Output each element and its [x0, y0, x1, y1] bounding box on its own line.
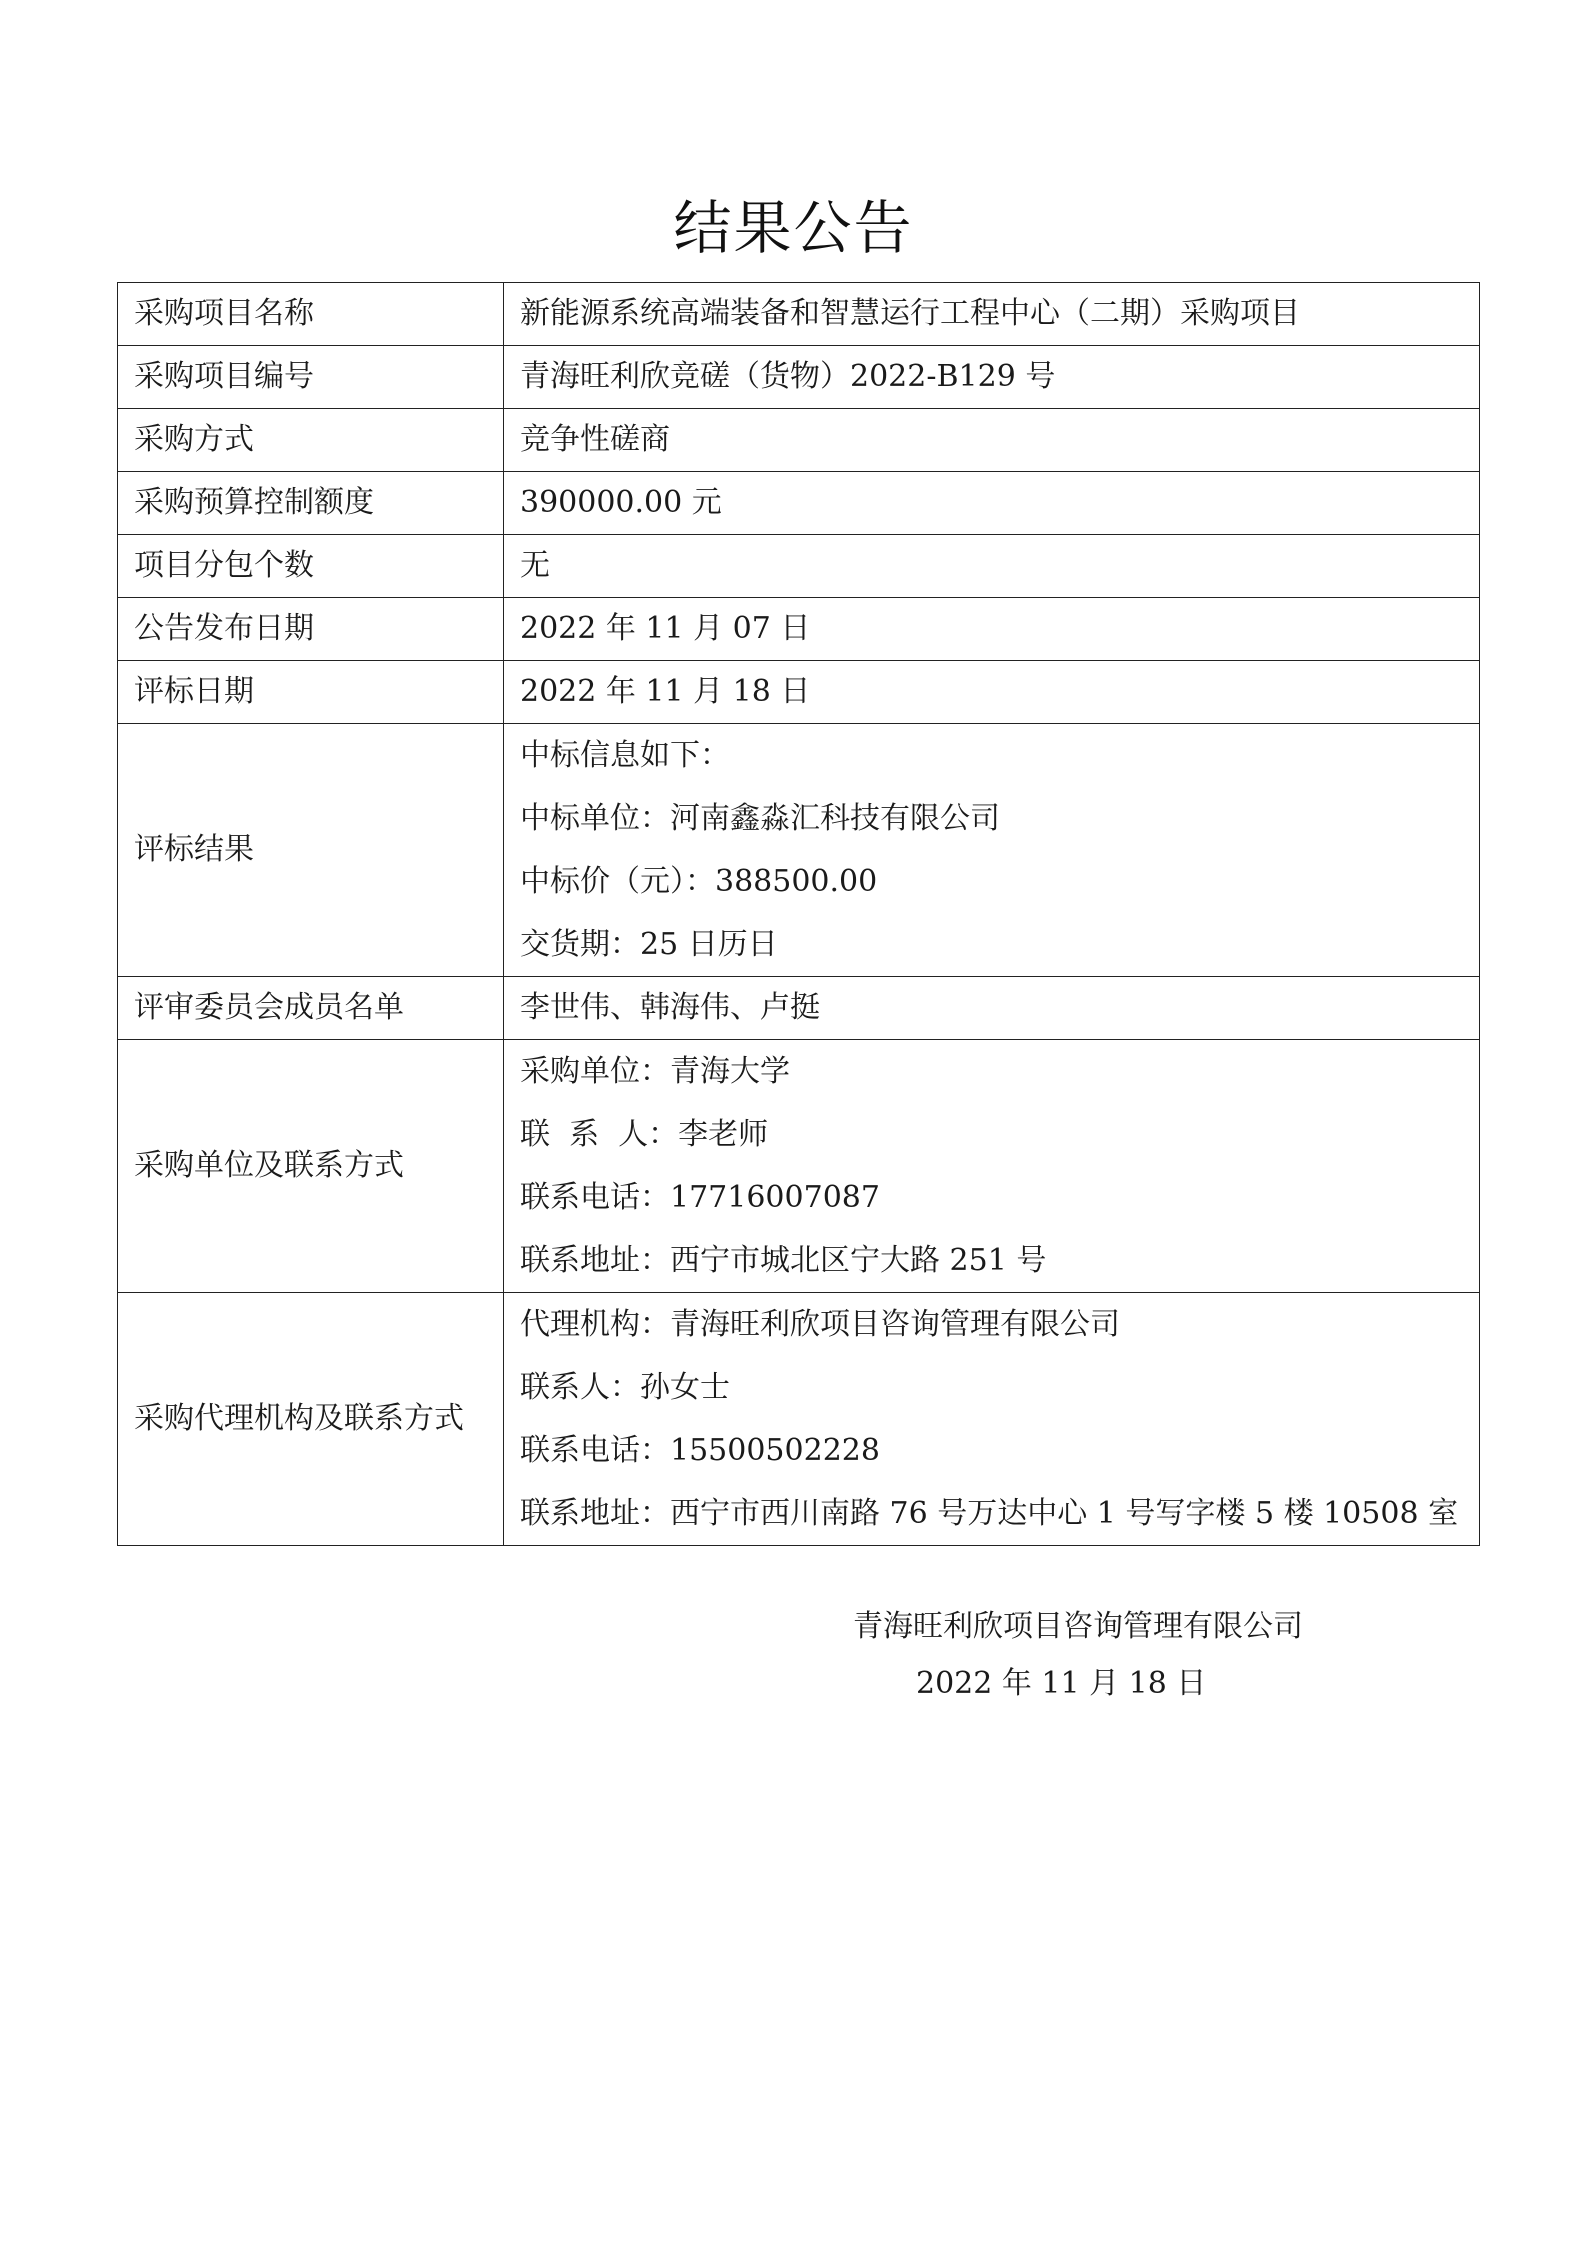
project-name-value: 新能源系统高端装备和智慧运行工程中心（二期）采购项目: [504, 283, 1480, 346]
purchaser-phone: 联系电话：17716007087: [520, 1180, 880, 1215]
winning-info-heading: 中标信息如下：: [520, 738, 730, 773]
table-row-publish-date: [118, 598, 1480, 661]
page-title: 结果公告: [673, 194, 914, 262]
agency-address: 联系地址：西宁市西川南路 76 号万达中心 1 号写字楼 5 楼 10508 室: [520, 1496, 1459, 1531]
agency-phone: 联系电话：15500502228: [520, 1433, 880, 1468]
table-row-project-number: [118, 346, 1480, 409]
table-row-purchaser-contact: [118, 1040, 1480, 1293]
budget-label: 采购预算控制额度: [118, 472, 504, 535]
purchaser-address: 联系地址：西宁市城北区宁大路 251 号: [520, 1243, 1047, 1278]
evaluation-date-label: 评标日期: [118, 661, 504, 724]
publish-date-value: 2022 年 11 月 07 日: [504, 598, 1480, 661]
project-name-label: 采购项目名称: [118, 283, 504, 346]
budget-value: 390000.00 元: [504, 472, 1480, 535]
table-row-lots: [118, 535, 1480, 598]
purchaser-contact-value: [504, 1040, 1480, 1293]
procurement-method-value: 竞争性磋商: [504, 409, 1480, 472]
lots-value: 无: [504, 535, 1480, 598]
winning-price: 中标价（元）：388500.00: [520, 864, 878, 899]
lots-label: 项目分包个数: [118, 535, 504, 598]
agency-contact-value: [504, 1293, 1480, 1546]
table-row-project-name: [118, 283, 1480, 346]
committee-label: 评审委员会成员名单: [118, 977, 504, 1040]
project-number-label: 采购项目编号: [118, 346, 504, 409]
evaluation-result-label: 评标结果: [118, 724, 504, 977]
table-row-procurement-method: [118, 409, 1480, 472]
table-row-evaluation-date: [118, 661, 1480, 724]
result-table: [117, 282, 1480, 1546]
committee-value: 李世伟、韩海伟、卢挺: [504, 977, 1480, 1040]
agency-name: 代理机构：青海旺利欣项目咨询管理有限公司: [520, 1307, 1120, 1342]
purchaser-contact-label: 采购单位及联系方式: [118, 1040, 504, 1293]
agency-contact-person: 联系人：孙女士: [520, 1370, 730, 1405]
evaluation-result-value: [504, 724, 1480, 977]
table-row-committee: [118, 977, 1480, 1040]
table-row-agency-contact: [118, 1293, 1480, 1546]
table-row-evaluation-result: [118, 724, 1480, 977]
signature-company: 青海旺利欣项目咨询管理有限公司: [853, 1609, 1303, 1644]
project-number-value: 青海旺利欣竞磋（货物）2022-B129 号: [504, 346, 1480, 409]
publish-date-label: 公告发布日期: [118, 598, 504, 661]
winning-company: 中标单位：河南鑫淼汇科技有限公司: [520, 801, 1000, 836]
purchaser-contact-person: 联 系 人：李老师: [520, 1117, 769, 1152]
procurement-method-label: 采购方式: [118, 409, 504, 472]
evaluation-date-value: 2022 年 11 月 18 日: [504, 661, 1480, 724]
purchaser-unit: 采购单位：青海大学: [520, 1054, 790, 1089]
table-row-budget: [118, 472, 1480, 535]
delivery-period: 交货期：25 日历日: [520, 927, 778, 962]
agency-contact-label: 采购代理机构及联系方式: [118, 1293, 504, 1546]
signature-date: 2022 年 11 月 18 日: [916, 1666, 1207, 1701]
